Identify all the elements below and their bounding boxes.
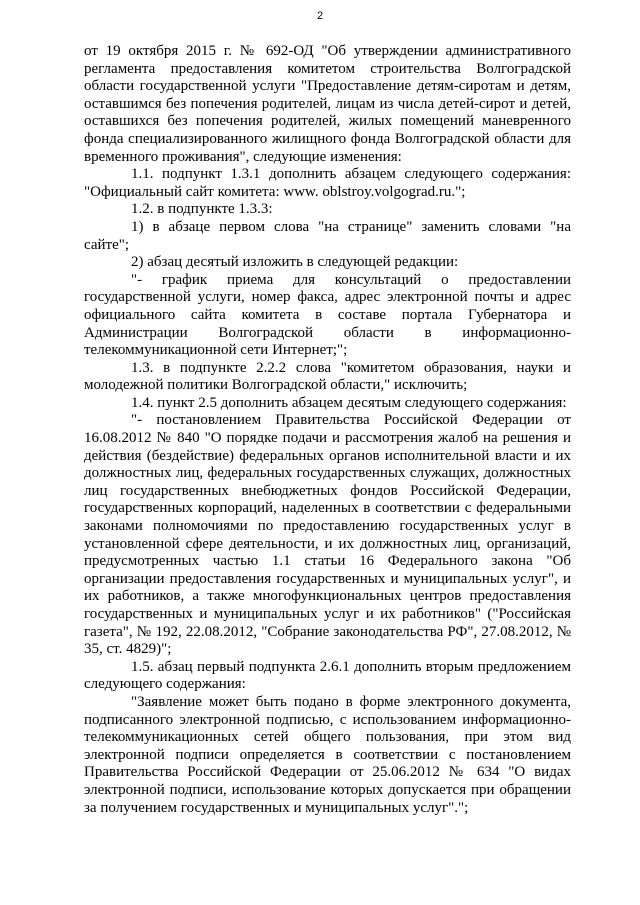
- document-body: [84, 43, 571, 817]
- paragraph-3: 1.2. в подпункте 1.3.3:: [131, 201, 273, 218]
- paragraph-10: 1.5. абзац первый подпункта 2.6.1 дополнить вторым предложением следующего содержания:: [84, 658, 571, 693]
- paragraph-5: 2) абзац десятый изложить в следующей редакции:: [131, 254, 459, 271]
- paragraph-2: 1.1. подпункт 1.3.1 дополнить абзацем следующего содержания: "Официальный сайт комитета: www. oblstroy.volgograd.ru.";: [84, 166, 571, 200]
- paragraph-4: 1) в абзаце первом слова "на странице" заменить словами "на сайте";: [84, 218, 571, 253]
- paragraph-11: "Заявление может быть подано в форме электронного документа, подписанного электронной подписью, с использованием информационно-телекоммуникационных сетей общего пользования, при этом вид электронной подписи определяется в соответствии с постановлением Правительства Российской Федерации от 25.06.2012 № 634 "О видах электронной подписи, использование которых допускается при обращении за получением государственных и муниципальных услуг".";: [84, 693, 571, 816]
- paragraph-8: 1.4. пункт 2.5 дополнить абзацем десятым следующего содержания:: [131, 394, 567, 411]
- paragraph-9: "- постановлением Правительства Российской Федерации от 16.08.2012 № 840 "О порядке подачи и рассмотрения жалоб на решения и действия (бездействие) федеральных органов исполнительной власти и их должностных лиц, федеральных государственных служащих, должностных лиц государственных внебюджетных фондов Российской Федерации, государственных корпораций, наделенных в соответствии с федеральными законами полномочиями по предоставлению государственных услуг в установленной сфере деятельности, и их должностных лиц, организаций, предусмотренных частью 1.1 статьи 16 Федерального закона "Об организации предоставления государственных и муниципальных услуг", и их работников, а также многофункциональных центров предоставления государственных и муниципальных услуг и их работников" ("Российская газета", № 192, 22.08.2012, "Собрание законодательства РФ", 27.08.2012, № 35, ст. 4829)";: [84, 412, 571, 658]
- page-number: 2: [316, 10, 324, 22]
- paragraph-6: "- график приема для консультаций о предоставлении государственной услуги, номер факса, адрес электронной почты и адрес официального сайта комитета в составе портала Губернатора и Администрации Волгоградской области в информационно-телекоммуникационной сети Интернет;";: [84, 271, 571, 359]
- paragraph-7: 1.3. в подпункте 2.2.2 слова "комитетом образования, науки и молодежной политики Волгоградской области," исключить;: [84, 359, 571, 394]
- paragraph-1: от 19 октября 2015 г. № 692-ОД "Об утверждении административного регламента предоставления комитетом строительства Волгоградской области государственной услуги "Предоставление детям-сиротам и детям, оставшимся без попечения родителей, лицам из числа детей-сирот и детей, оставшихся без попечения родителей, жилых помещений маневренного фонда специализированного жилищного фонда Волгоградской области для временного проживания", следующие изменения:: [84, 43, 571, 165]
